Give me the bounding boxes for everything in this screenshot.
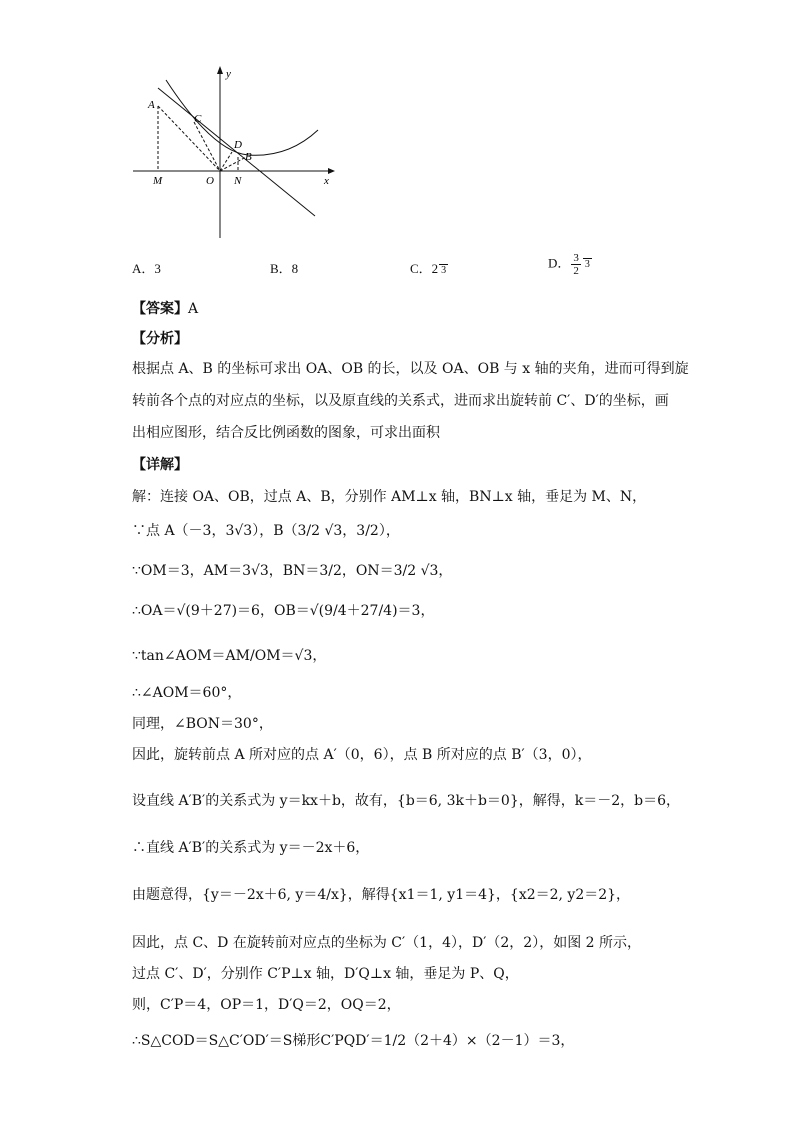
detail-line-5: ∵tan∠AOM＝AM/OM＝√3， xyxy=(132,648,327,664)
curve xyxy=(166,80,318,155)
option-c-prefix: C．2 xyxy=(410,261,439,276)
geometry-figure xyxy=(128,60,338,245)
option-d-radicand: 3 xyxy=(584,259,590,271)
option-d xyxy=(548,252,592,277)
detail-line-11: 由题意得，{y＝－2x＋6, y＝4/x}，解得{x1＝1, y1＝4}，{x2＝2, y2＝2}， xyxy=(132,887,631,903)
segment-oa xyxy=(158,106,220,171)
x-axis-arrow xyxy=(328,168,335,174)
option-c-radicand: 3 xyxy=(441,265,447,276)
label-o: O xyxy=(206,175,214,187)
option-d-den: 2 xyxy=(573,265,579,277)
detail-line-4: ∴OA＝√(9＋27)＝6，OB＝√(9/4＋27/4)＝3， xyxy=(132,603,435,619)
segment-oc xyxy=(194,122,220,171)
option-c xyxy=(410,258,448,277)
detail-line-14: 则，C′P＝4，OP＝1，D′Q＝2，OQ＝2， xyxy=(132,997,401,1013)
detail-line-10: ∴直线 A′B′的关系式为 y＝－2x＋6， xyxy=(132,840,370,856)
detail-line-9: 设直线 A′B′的关系式为 y＝kx＋b，故有，{b＝6, 3k＋b＝0}，解得，k＝－2，b＝6， xyxy=(132,793,681,809)
label-n: N xyxy=(234,175,242,187)
segment-ob xyxy=(220,157,246,171)
detail-line-7: 同理，∠BON＝30°， xyxy=(132,716,273,732)
label-a: A xyxy=(148,99,155,111)
coordinate-graph xyxy=(128,60,338,245)
detail-label: 【详解】 xyxy=(132,456,188,472)
answer-row xyxy=(132,298,198,318)
detail-line-15: ∴S△COD＝S△C′OD′＝S梯形C′PQD′＝1/2（2＋4）×（2－1）＝3， xyxy=(132,1033,575,1049)
detail-line-1: 解：连接 OA、OB，过点 A、B，分别作 AM⊥x 轴，BN⊥x 轴，垂足为 M、N， xyxy=(132,489,647,505)
label-m: M xyxy=(153,175,163,187)
label-y: y xyxy=(226,68,231,80)
detail-line-3: ∵OM＝3，AM＝3√3，BN＝3/2，ON＝3/2 √3， xyxy=(132,563,453,579)
option-d-num: 3 xyxy=(573,252,579,264)
analysis-line-3: 出相应图形，结合反比例函数的图象，可求出面积 xyxy=(132,425,440,441)
option-d-prefix: D． xyxy=(548,255,571,271)
label-x: x xyxy=(324,175,329,187)
label-c: C xyxy=(194,113,202,125)
answer-label: 【答案】 xyxy=(132,300,188,316)
detail-line-13: 过点 C′、D′，分别作 C′P⊥x 轴，D′Q⊥x 轴，垂足为 P、Q， xyxy=(132,966,519,982)
label-b: B xyxy=(245,151,252,163)
label-d: D xyxy=(234,139,242,151)
detail-line-6: ∴∠AOM＝60°， xyxy=(132,685,242,701)
analysis-line-2: 转前各个点的对应点的坐标，以及原直线的关系式，进而求出旋转前 C′、D′的坐标，画 xyxy=(132,393,669,409)
y-axis-arrow xyxy=(217,66,223,74)
detail-line-2: ∵点 A（－3，3√3），B（3/2 √3，3/2）， xyxy=(132,523,400,539)
analysis-label: 【分析】 xyxy=(132,330,188,346)
line-ab xyxy=(158,88,315,216)
analysis-line-1: 根据点 A、B 的坐标可求出 OA、OB 的长，以及 OA、OB 与 x 轴的夹角，进而可得到旋 xyxy=(132,361,689,377)
option-b: B．8 xyxy=(270,261,299,276)
detail-line-8: 因此，旋转前点 A 所对应的点 A′（0，6），点 B 所对应的点 B′（3，0）， xyxy=(132,747,592,763)
detail-line-12: 因此，点 C、D 在旋转前对应点的坐标为 C′（1，4），D′（2，2），如图 2 所示， xyxy=(132,935,642,951)
option-a: A．3 xyxy=(132,261,161,276)
answer-value: A xyxy=(188,301,199,317)
